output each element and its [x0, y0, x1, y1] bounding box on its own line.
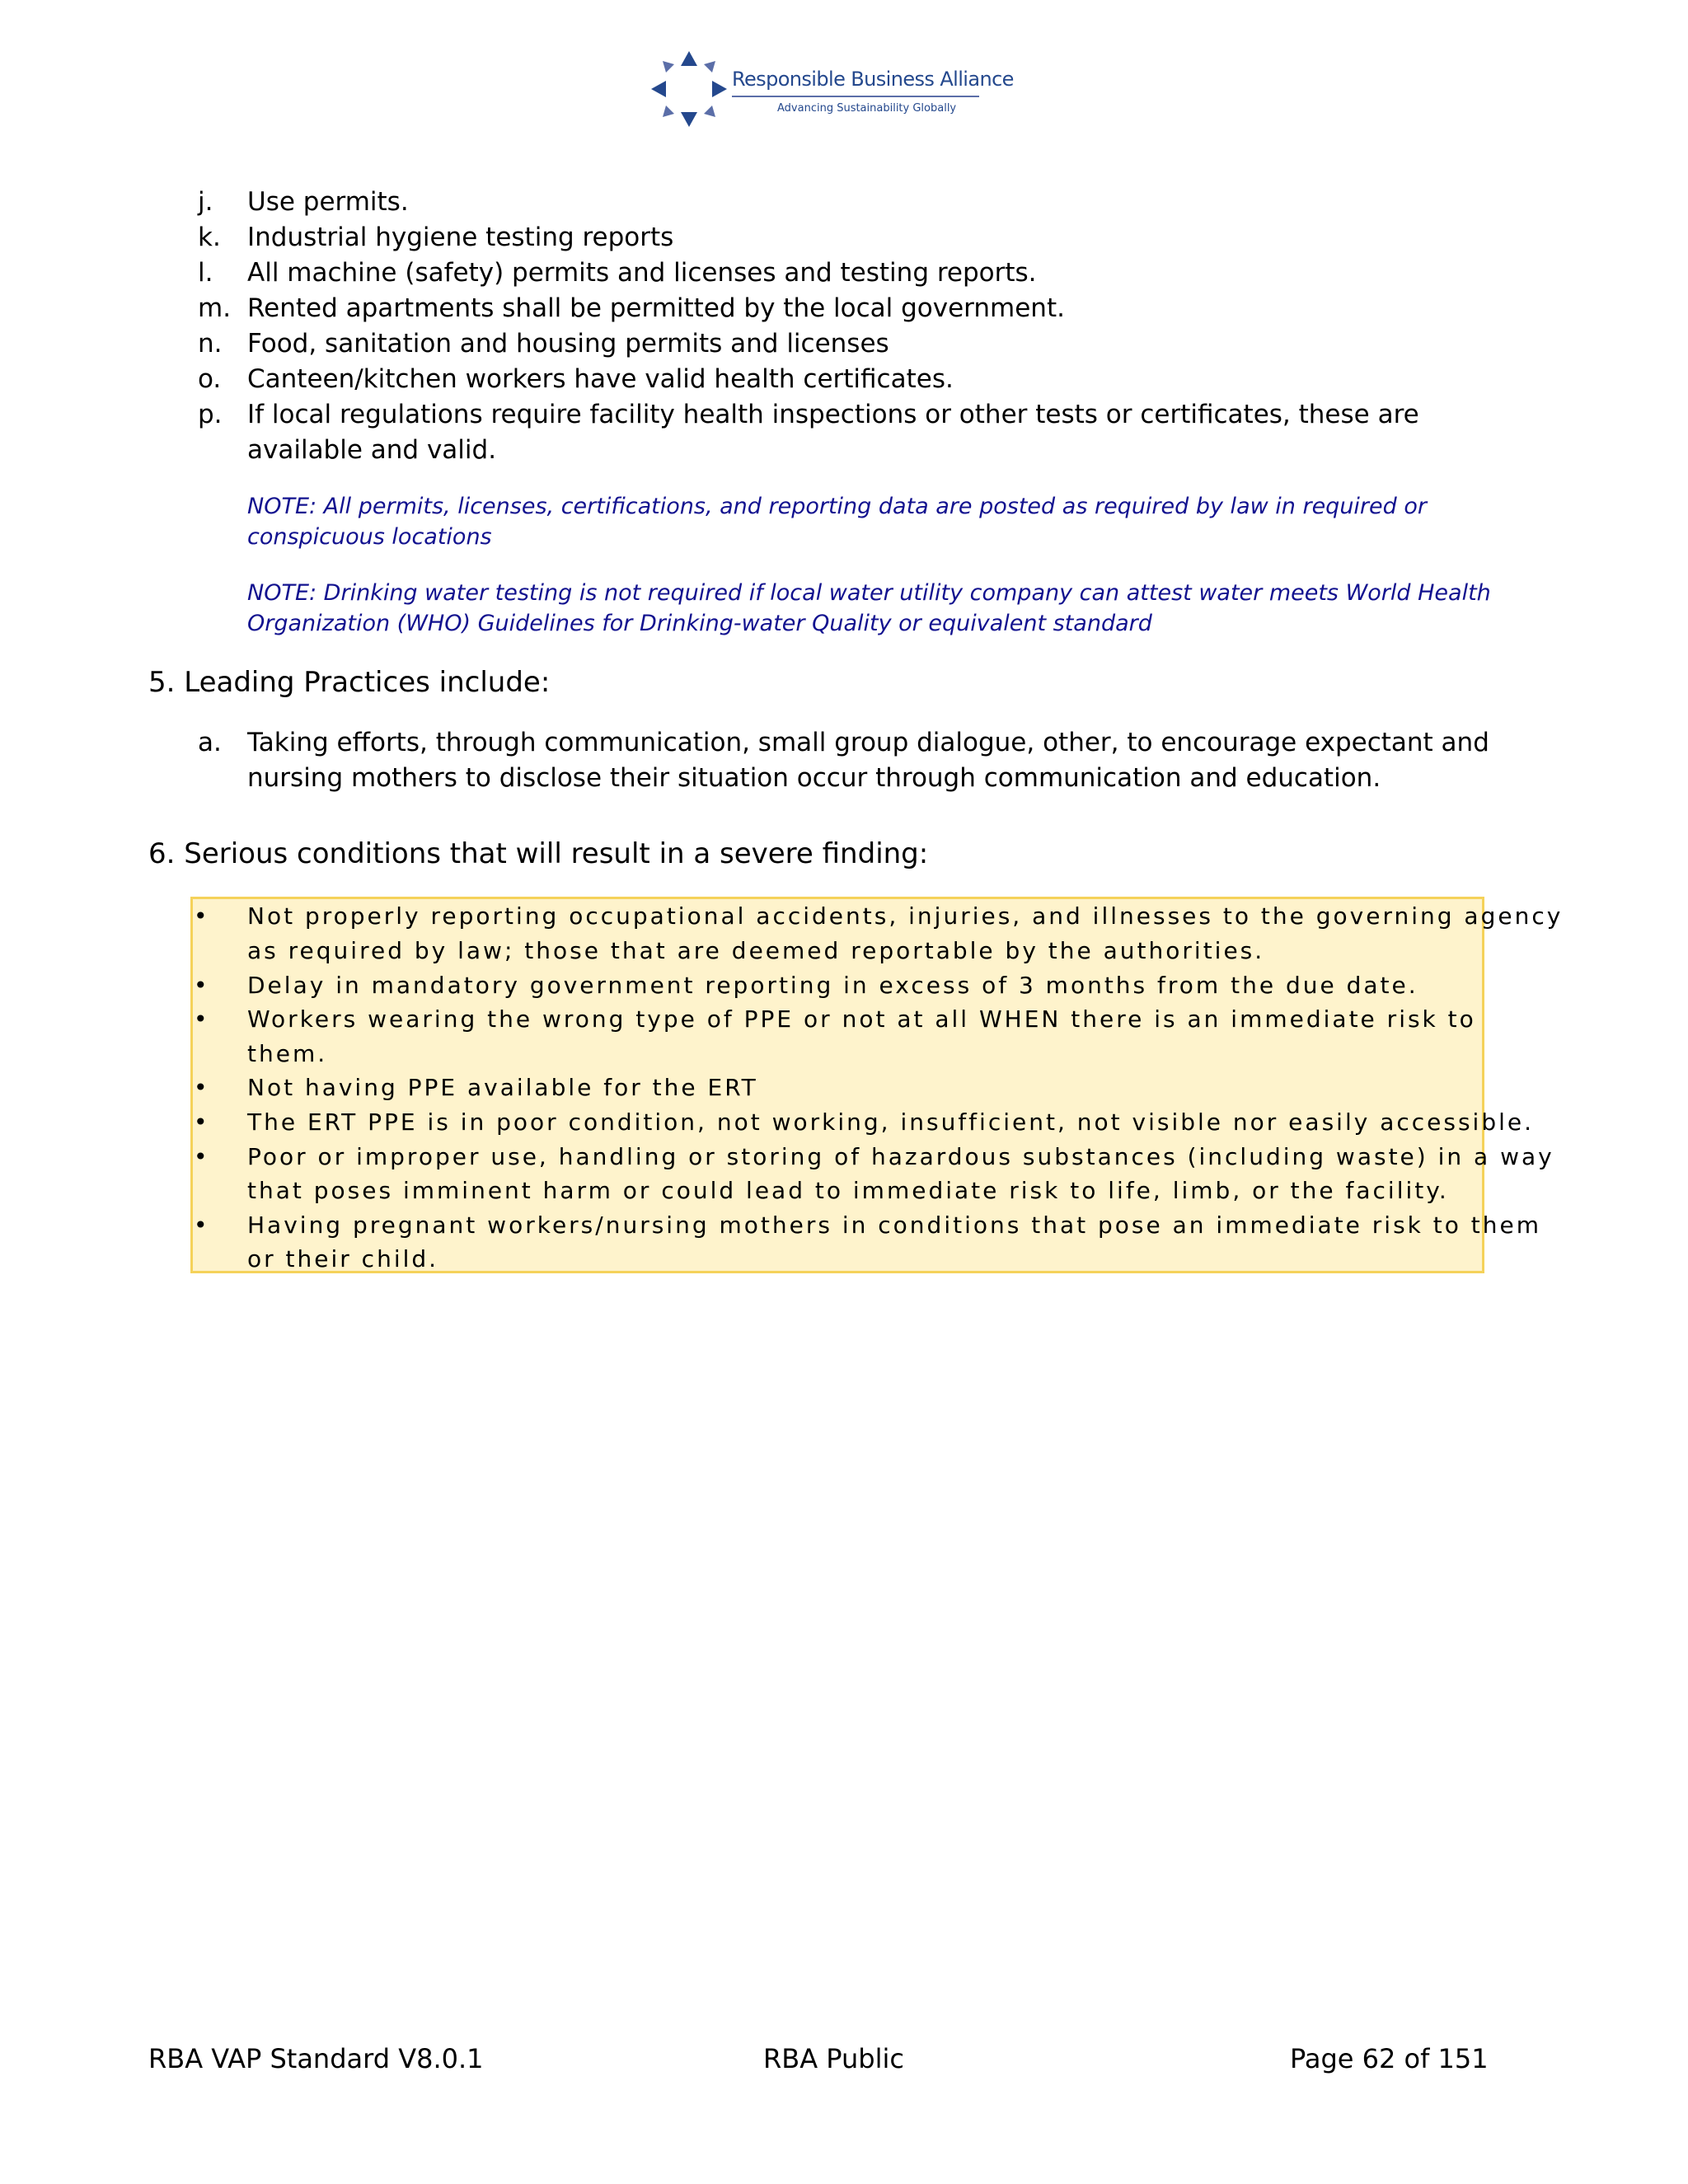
bullet-icon: • — [194, 1212, 208, 1239]
list-item-text: Taking efforts, through communication, small group dialogue, other, to encourage expectant and — [247, 728, 1489, 757]
list-item-text: All machine (safety) permits and licenses and testing reports. — [247, 258, 1037, 288]
list-item-label: p. — [198, 400, 223, 429]
list-item-text: If local regulations require facility health inspections or other tests or certificates, these are — [247, 400, 1419, 429]
severe-finding-text: Workers wearing the wrong type of PPE or not at all WHEN there is an immediate risk to — [247, 1005, 1476, 1033]
severe-finding-text: as required by law; those that are deemed reportable by the authorities. — [247, 937, 1265, 964]
bullet-icon: • — [194, 902, 208, 930]
note-text: conspicuous locations — [247, 524, 492, 550]
severe-finding-text: Poor or improper use, handling or storing of hazardous substances (including waste) in a way — [247, 1143, 1554, 1170]
list-item-text: Use permits. — [247, 187, 409, 217]
severe-finding-text: The ERT PPE is in poor condition, not working, insufficient, not visible nor easily accessible. — [247, 1108, 1534, 1136]
note-text: NOTE: Drinking water testing is not required if local water utility company can attest water meets World Health — [247, 580, 1491, 606]
compass-arrows-icon — [649, 51, 729, 130]
bullet-icon: • — [194, 1074, 208, 1101]
list-item-label: k. — [198, 223, 221, 252]
severe-finding-text: Not properly reporting occupational accidents, injuries, and illnesses to the governing agency — [247, 902, 1564, 930]
bullet-icon: • — [194, 1005, 208, 1033]
bullet-icon: • — [194, 1143, 208, 1170]
note-text: NOTE: All permits, licenses, certifications, and reporting data are posted as required by law in required or — [247, 494, 1427, 519]
list-item-label: o. — [198, 364, 222, 394]
severe-finding-text: that poses imminent harm or could lead to immediate risk to life, limb, or the facility. — [247, 1177, 1449, 1204]
list-item-label: j. — [198, 187, 213, 217]
severe-finding-text: them. — [247, 1040, 328, 1067]
section-heading: 6. Serious conditions that will result in a severe finding: — [148, 837, 929, 870]
bullet-icon: • — [194, 1108, 208, 1136]
rba-logo — [649, 51, 1014, 130]
logo-divider — [732, 96, 979, 97]
list-item-text: Food, sanitation and housing permits and licenses — [247, 329, 889, 359]
list-item-text: available and valid. — [247, 435, 497, 465]
bullet-icon: • — [194, 972, 208, 999]
list-item-text: Rented apartments shall be permitted by the local government. — [247, 293, 1065, 323]
list-item-label: m. — [198, 293, 232, 323]
severe-finding-text: Having pregnant workers/nursing mothers in conditions that pose an immediate risk to them — [247, 1212, 1542, 1239]
note-text: Organization (WHO) Guidelines for Drinking-water Quality or equivalent standard — [247, 611, 1152, 636]
list-item-text: nursing mothers to disclose their situation occur through communication and education. — [247, 763, 1381, 793]
severe-finding-text: Delay in mandatory government reporting in excess of 3 months from the due date. — [247, 972, 1418, 999]
list-item-label: l. — [198, 258, 213, 288]
section-heading: 5. Leading Practices include: — [148, 666, 551, 699]
severe-finding-text: Not having PPE available for the ERT — [247, 1074, 758, 1101]
list-item-label: a. — [198, 728, 222, 757]
footer-document-title: RBA VAP Standard V8.0.1 — [148, 2043, 484, 2074]
logo-tagline: Advancing Sustainability Globally — [777, 102, 957, 115]
severe-finding-text: or their child. — [247, 1245, 439, 1272]
footer-classification: RBA Public — [763, 2043, 904, 2074]
footer-page-number: Page 62 of 151 — [1290, 2043, 1489, 2074]
logo-name: Responsible Business Alliance — [732, 68, 1014, 91]
list-item-label: n. — [198, 329, 223, 359]
list-item-text: Industrial hygiene testing reports — [247, 223, 674, 252]
list-item-text: Canteen/kitchen workers have valid health certificates. — [247, 364, 954, 394]
